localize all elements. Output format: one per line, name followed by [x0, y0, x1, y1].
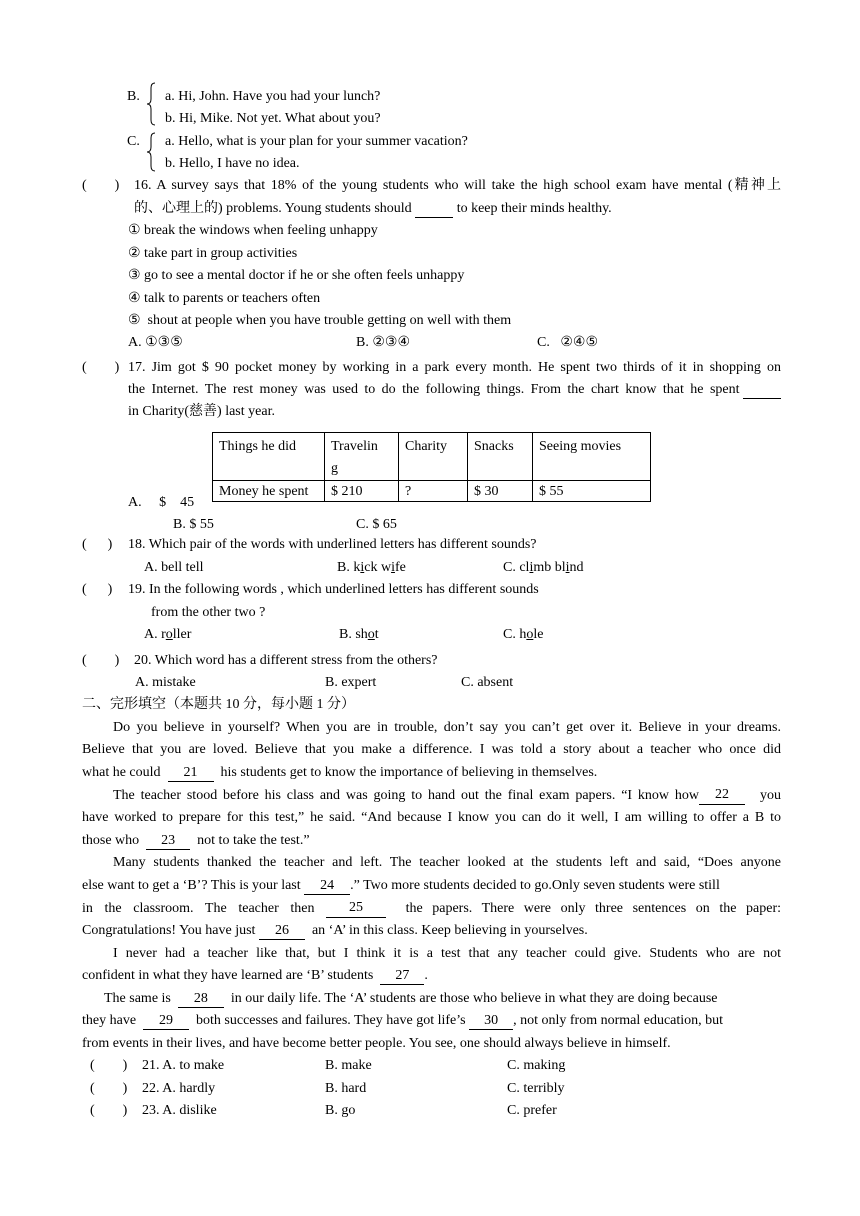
passage-text: Congratulations! You have just: [82, 923, 259, 938]
q18-choice-a: A. bell tell: [144, 560, 204, 575]
choice-text: ck w: [364, 560, 392, 575]
brace-icon: [146, 132, 156, 172]
q15-option-c-line-a: a. Hello, what is your plan for your summer vacation?: [165, 134, 468, 149]
table-cell: $ 55: [533, 481, 651, 502]
passage-text: an ‘A’ in this class. Keep believing in yourselves.: [308, 923, 588, 938]
passage-text: else want to get a ‘B’? This is your last: [82, 878, 305, 893]
choice-text: B. sh: [339, 627, 368, 642]
paragraph-line: Believe that you are loved. Believe that you make a difference. I was told a story about a teacher who once did: [82, 742, 781, 757]
passage-text: both successes and failures. They have got life’s: [192, 1013, 470, 1028]
passage-text: in the classroom. The teacher then: [82, 901, 318, 916]
cloze-blank-22[interactable]: 22: [699, 787, 745, 805]
q15-option-b-label: B.: [127, 89, 140, 104]
passage-text: those who: [82, 833, 143, 848]
choice-question: 23. A. dislike: [142, 1103, 217, 1118]
passage-text: you: [760, 788, 781, 803]
answer-paren[interactable]: ( ): [90, 1058, 128, 1073]
cloze-blank-24[interactable]: 24: [304, 878, 350, 895]
q17-stem-text: the Internet. The rest money was used to do the following things. From the chart know that he spent: [128, 382, 743, 397]
choice-b: B. go: [325, 1103, 356, 1118]
passage-text: .” Two more students decided to go.Only seven students were still: [350, 878, 720, 893]
paragraph-line: [82, 832, 310, 850]
table-header-cell: Snacks: [468, 433, 533, 481]
q18-choice-c: [503, 559, 584, 577]
underlined-letter: i: [565, 560, 570, 575]
underlined-letter: o: [165, 627, 173, 642]
q17-stem-line-1: 17. Jim got $ 90 pocket money by working in a park every month. He spent two thirds of it in shopping on: [128, 360, 781, 375]
choice-question: 22. A. hardly: [142, 1081, 216, 1096]
table-row: [213, 481, 651, 502]
cloze-blank-26[interactable]: 26: [259, 923, 305, 940]
q15-option-b-line-b: b. Hi, Mike. Not yet. What about you?: [165, 111, 381, 126]
passage-text: The teacher stood before his class and was going to hand out the final exam papers. “I know how: [113, 788, 699, 803]
answer-paren[interactable]: ( ): [82, 360, 120, 375]
cloze-blank-28[interactable]: 28: [178, 991, 224, 1008]
underlined-letter: i: [529, 560, 534, 575]
choice-text: mb bl: [533, 560, 566, 575]
passage-text: .: [424, 968, 428, 983]
choice-c: C. making: [507, 1058, 566, 1073]
passage-text: confident in what they have learned are ‘B’ students: [82, 968, 377, 983]
q16-item-1: ① break the windows when feeling unhappy: [128, 223, 378, 238]
q16-item-5: ⑤ shout at people when you have trouble getting on well with them: [128, 313, 512, 328]
passage-text: his students get to know the importance of believing in themselves.: [217, 765, 598, 780]
underlined-letter: i: [360, 560, 365, 575]
choice-question: 21. A. to make: [142, 1058, 225, 1073]
choice-c: C. terribly: [507, 1081, 565, 1096]
cloze-blank-25[interactable]: 25: [326, 900, 386, 918]
header-text-part: g: [331, 461, 338, 476]
choice-b: B. hard: [325, 1081, 367, 1096]
passage-text: not to take the test.”: [193, 833, 310, 848]
passage-text: The same is: [104, 991, 175, 1006]
paragraph-line: have worked to prepare for this test,” he said. “And because I know you can do it well, I am willing to offer a B to: [82, 810, 781, 825]
header-text-part: Travelin: [331, 439, 378, 454]
table-header-cell: Charity: [399, 433, 468, 481]
choice-text: A. r: [144, 627, 166, 642]
passage-text: the papers. There were only three sentences on the paper:: [396, 901, 781, 916]
choice-text: nd: [569, 560, 584, 575]
table-cell: ?: [399, 481, 468, 502]
table-header-cell: [325, 433, 399, 481]
answer-blank[interactable]: [743, 381, 781, 399]
table-cell: $ 30: [468, 481, 533, 502]
choice-text: C. h: [503, 627, 527, 642]
q19-choice-b: [339, 626, 379, 644]
q17-stem-line-3: in Charity(慈善) last year.: [128, 404, 275, 419]
q16-stem-text: 的、心理上的) problems. Young students should: [134, 201, 416, 216]
paragraph-line: from events in their lives, and have become better people. You see, one should always believe in himself.: [82, 1036, 671, 1051]
paragraph-line: [82, 1012, 723, 1030]
table-cell: $ 210: [325, 481, 399, 502]
table-row: [213, 433, 651, 481]
table-header-cell: Seeing movies: [533, 433, 651, 481]
q20-stem: 20. Which word has a different stress from the others?: [134, 653, 438, 668]
choice-text: le: [533, 627, 544, 642]
passage-text: what he could: [82, 765, 165, 780]
answer-paren[interactable]: ( ): [82, 653, 120, 668]
q16-choice-a: A. ①③⑤: [128, 335, 183, 350]
q18-stem: 18. Which pair of the words with underlined letters has different sounds?: [128, 537, 537, 552]
q20-choice-b: B. expert: [325, 675, 377, 690]
section-heading: 二、完形填空（本题共 10 分，每小题 1 分）: [82, 697, 355, 712]
table-header-cell: Things he did: [213, 433, 325, 481]
q16-stem-line-2: [134, 200, 612, 218]
choice-text: B. k: [337, 560, 361, 575]
q16-choice-c: C. ②④⑤: [537, 335, 598, 350]
q17-choice-a: A. $ 45: [128, 495, 195, 510]
cloze-blank-23[interactable]: 23: [146, 833, 190, 850]
table-cell: Money he spent: [213, 481, 325, 502]
q17-choice-c: C. $ 65: [356, 517, 397, 532]
paragraph-line: Do you believe in yourself? When you are in trouble, don’t say you can’t get over it. Believe in your dreams.: [113, 720, 781, 735]
q19-choice-c: [503, 626, 543, 644]
q16-choice-b: B. ②③④: [356, 335, 410, 350]
paragraph-line: [113, 787, 781, 805]
q20-choice-c: C. absent: [461, 675, 514, 690]
q16-item-4: ④ talk to parents or teachers often: [128, 291, 321, 306]
paragraph-line: [82, 922, 588, 940]
answer-paren[interactable]: ( ): [82, 178, 120, 193]
passage-text: they have: [82, 1013, 140, 1028]
q20-choice-a: A. mistake: [135, 675, 196, 690]
q16-item-2: ② take part in group activities: [128, 246, 298, 261]
answer-paren[interactable]: ( ): [82, 582, 113, 597]
q16-item-3: ③ go to see a mental doctor if he or she often feels unhappy: [128, 268, 465, 283]
passage-text: , not only from normal education, but: [513, 1013, 724, 1028]
q15-option-b-line-a: a. Hi, John. Have you had your lunch?: [165, 89, 381, 104]
q15-option-c-label: C.: [127, 134, 140, 149]
answer-paren[interactable]: ( ): [82, 537, 113, 552]
cloze-blank-30[interactable]: 30: [469, 1013, 513, 1030]
q19-choice-a: [144, 626, 191, 644]
answer-paren[interactable]: ( ): [90, 1081, 128, 1096]
q19-stem-line-2: from the other two ?: [151, 605, 266, 620]
paragraph-line: [82, 900, 781, 918]
underlined-letter: o: [526, 627, 534, 642]
choice-b: B. make: [325, 1058, 372, 1073]
spending-table: [212, 432, 651, 502]
answer-blank[interactable]: [415, 201, 453, 218]
q16-stem-line-1: 16. A survey says that 18% of the young students who will take the high school exam have mental (精神上: [134, 178, 781, 193]
cloze-blank-21[interactable]: 21: [168, 765, 214, 782]
underlined-letter: o: [367, 627, 375, 642]
cloze-blank-29[interactable]: 29: [143, 1013, 189, 1030]
choice-text: C. cl: [503, 560, 530, 575]
choice-text: t: [374, 627, 379, 642]
q19-stem-line-1: 19. In the following words , which underlined letters has different sounds: [128, 582, 539, 597]
q18-choice-b: [337, 559, 406, 577]
q17-choice-b: B. $ 55: [173, 517, 214, 532]
choice-text: ller: [172, 627, 192, 642]
answer-paren[interactable]: ( ): [90, 1103, 128, 1118]
cloze-blank-27[interactable]: 27: [380, 968, 424, 985]
paragraph-line: [82, 764, 597, 782]
brace-icon: [146, 82, 156, 126]
passage-text: in our daily life. The ‘A’ students are those who believe in what they are doing because: [227, 991, 718, 1006]
choice-text: fe: [394, 560, 406, 575]
underlined-letter: i: [391, 560, 395, 575]
paragraph-line: [82, 877, 720, 895]
q16-stem-text-end: to keep their minds healthy.: [453, 201, 612, 216]
q17-stem-line-2: [128, 381, 781, 399]
paragraph-line: I never had a teacher like that, but I think it is a test that any teacher could give. Students who are not: [113, 946, 781, 961]
q15-option-c-line-b: b. Hello, I have no idea.: [165, 156, 300, 171]
paragraph-line: [82, 967, 428, 985]
choice-c: C. prefer: [507, 1103, 557, 1118]
paragraph-line: Many students thanked the teacher and left. The teacher looked at the students left and said, “Does anyone: [113, 855, 781, 870]
paragraph-line: [104, 990, 717, 1008]
